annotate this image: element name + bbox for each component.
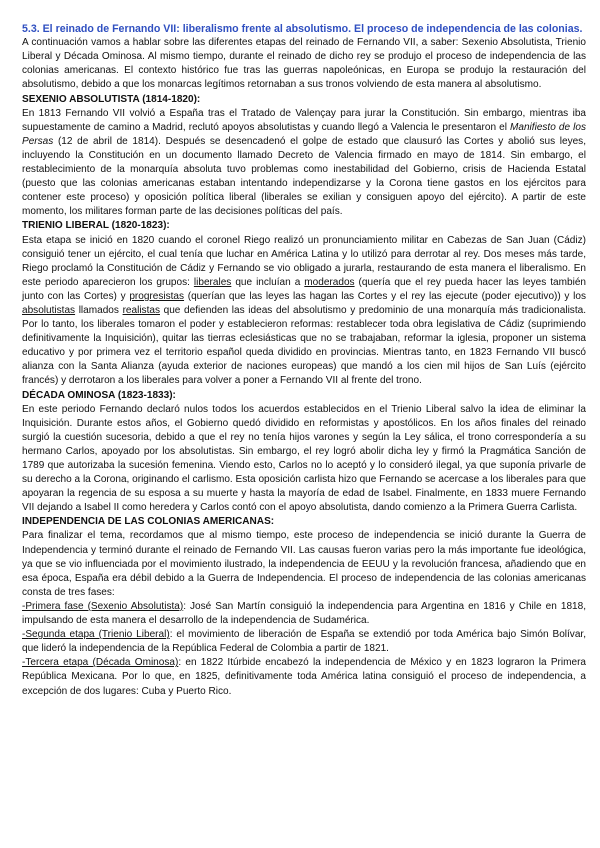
decada-paragraph: En este periodo Fernando declaró nulos todos los acuerdos establecidos en el Trienio Liberal salvo la idea de eliminar la Inquisición. Durante estos años, el Gobierno quedó dividido en reformistas y apostólicos. En los años finales del reinado surgió la cuestión sucesoria, debido a que el rey no tenía hijos varones y según la Ley sálica, el trono correspondería a su hermano Carlos, apoyado por los absolutistas. Sin embargo, el rey logró abolir dicha ley y firmó la Pragmática Sanción de 1789 que autorizaba la sucesión femenina. Viendo esto, Carlos no lo aceptó y lo consideró ilegal, ya que suponía privarle de su derecho a la Corona, originando el carlismo. Esta oposición carlista hizo que Fernando se acercase a los liberales para que apoyaran la regencia de su esposa a su muerte y hasta la mayoría de edad de Isabel. Finalmente, en 1833 muere Fernando VII dejando a Isabel II como heredera y Carlos contó con el apoyo absolutista, dando comienzo a la Primera Guerra Carlista. xyxy=(22,403,586,514)
fase-text: : el movimiento de liberación de España se extendió por toda América bajo Simón Bolívar, que lideró la independencia de la República Federal de Colombia a partir de 1821. xyxy=(22,629,586,655)
fase-text: : en 1822 Itúrbide encabezó la independencia de México y en 1823 lograron la Primera República Mexicana. Por lo que, en 1825, definitivamente toda América latina consiguió el proceso de independencia, a excepción de dos lugares: Cuba y Puerto Rico. xyxy=(22,657,586,697)
fase-label: -Primera fase (Sexenio Absolutista) xyxy=(22,600,184,612)
trienio-paragraph xyxy=(22,234,586,389)
trienio-text-3: (quería que el rey pueda hacer las leyes también junto con las Cortes) y xyxy=(22,276,586,302)
document-title: 5.3. El reinado de Fernando VII: liberalismo frente al absolutismo. El proceso de independencia de las colonias. xyxy=(22,23,583,35)
fase-item xyxy=(22,600,586,628)
term-moderados: moderados xyxy=(304,276,355,288)
trienio-text-2: que incluían a xyxy=(231,276,305,288)
heading-sexenio: SEXENIO ABSOLUTISTA (1814-1820): xyxy=(22,93,201,105)
sexenio-text-1: En 1813 Fernando VII volvió a España tras el Tratado de Valençay para jurar la Constitución. Sin embargo, mientras iba supuestamente de camino a Madrid, reclutó apoyos absolutistas y cuando llegó a Valencia le presentaron el xyxy=(22,107,586,133)
fase-item xyxy=(22,628,586,656)
fase-text: : José San Martín consiguió la independencia para Argentina en 1816 y Chile en 1818, impulsando de esta manera el desarrollo de la independencia de Sudamérica. xyxy=(22,600,586,627)
document-page xyxy=(22,22,586,699)
intro-paragraph: A continuación vamos a hablar sobre las diferentes etapas del reinado de Fernando VII, a saber: Sexenio Absolutista, Trienio Liberal y Década Ominosa. Al mismo tiempo, durante el reinado de dicho rey se produjo el proceso de independencia de las colonias americanas. El contexto histórico fue tras las guerras napoleónicas, en Europa se produjo la restauración del absolutismo, debido a que los monarcas legítimos retornaban a sus tronos volviendo de esta manera al absolutismo. xyxy=(22,37,586,91)
heading-independencia: INDEPENDENCIA DE LAS COLONIAS AMERICANAS: xyxy=(22,516,275,528)
sexenio-text-2: (12 de abril de 1814). Después se desencadenó el golpe de estado que clausuró las Cortes y abolió sus leyes, incluyendo la Constitución en un documento llamado Decreto de Valencia firmado en mayo de 1814. Sin embargo, el restablecimiento de la monarquía absoluta tuvo problemas como inestabilidad del Gobierno, crisis de Hacienda Estatal (puesto que las colonias americanas estaban intentando independizarse y la Corona tiene gastos en los ejércitos para contener este proceso) y oposición política liberal (liberales se exilian y consiguen apoyo del ejército). A partir de este momento, los militares forman parte de las decisiones políticas del país. xyxy=(22,135,586,218)
trienio-text-1: Esta etapa se inició en 1820 cuando el coronel Riego realizó un pronunciamiento militar en Cabezas de San Juan (Cádiz) consiguió tener un ejército, el cual tenía que luchar en América Latina y lo utilizó para derrotar al rey. Dos meses más tarde, Riego proclamó la Constitución de Cádiz y Fernando se vio obligado a jurarla, restaurando de esta manera el liberalismo. En este periodo aparecieron los grupos: xyxy=(22,234,586,288)
trienio-text-5: llamados xyxy=(75,304,123,316)
fase-item xyxy=(22,656,586,698)
fase-label: -Segunda etapa (Trienio Liberal) xyxy=(22,629,170,641)
fase-label: -Tercera etapa (Década Ominosa) xyxy=(22,657,179,669)
heading-trienio: TRIENIO LIBERAL (1820-1823): xyxy=(22,220,170,232)
term-liberales: liberales xyxy=(193,276,232,288)
heading-decada: DÉCADA OMINOSA (1823-1833): xyxy=(22,389,176,401)
term-absolutistas: absolutistas xyxy=(22,304,76,316)
term-realistas: realistas xyxy=(122,304,160,316)
manifiesto-title: Manifiesto de los Persas xyxy=(22,121,586,147)
trienio-text-6: que defienden las ideas del absolutismo y predominio de una monarquía más tradicionalista. Por lo tanto, los liberales tomaron el poder y establecieron reformas: restablecer toda obra legislativa de Cádiz (suprimiendo definitivamente la Inquisición), quitar las tierras eclesiásticas que no se trabajaban, reformar la iglesia, proponer un sistema educativo y por primera vez el territorio español queda dividido en provincias. Mientras tanto, en 1823 Fernando VII buscó alianza con la Santa Alianza (ayuda exterior de naciones europeas) que mandó a los cien mil hijos de San Luís (ejército francés) y derrotaron a los liberales para volver a poner a Fernando VII al frente del trono. xyxy=(22,304,586,387)
term-progresistas: progresistas xyxy=(129,290,185,302)
trienio-text-4: (querían que las leyes las hagan las Cortes y el rey las ejecute (poder ejecutivo)) y los xyxy=(184,290,586,302)
independencia-paragraph: Para finalizar el tema, recordamos que al mismo tiempo, este proceso de independencia se inició durante la Guerra de Independencia y terminó durante el reinado de Fernando VII. Las causas fueron varias pero la más importante fue ideológica, ya que se vio influenciada por el movimiento ilustrado, la independencia de EEUU y la revolución francesa, añadiendo que en esa época, España era débil debido a la Guerra de Independencia. El proceso de independencia de las colonias americanas consta de tres fases: xyxy=(22,530,586,598)
sexenio-paragraph xyxy=(22,107,586,220)
